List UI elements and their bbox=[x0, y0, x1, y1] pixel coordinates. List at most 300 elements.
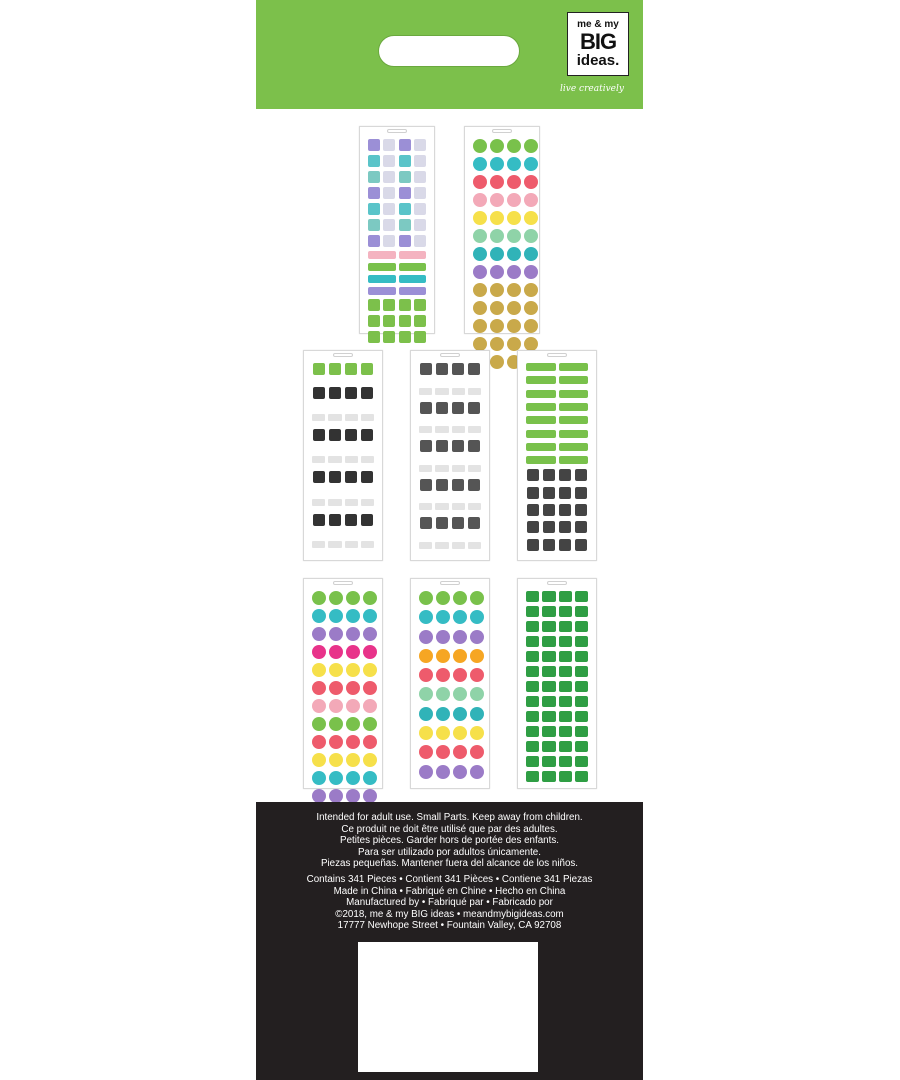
barcode-area bbox=[358, 942, 538, 1072]
sticker-bill bbox=[542, 681, 555, 692]
sticker-dot bbox=[419, 726, 433, 740]
sticker-icon bbox=[452, 363, 464, 375]
sticker-dot bbox=[490, 139, 504, 153]
sticker-icon bbox=[468, 479, 480, 491]
sticker-dot bbox=[507, 229, 521, 243]
sticker-dot bbox=[524, 193, 538, 207]
sticker-dot bbox=[312, 627, 326, 641]
sticker-icon bbox=[399, 299, 411, 311]
sticker-bill bbox=[559, 666, 572, 677]
sticker-icon bbox=[436, 440, 448, 452]
sticker-icon bbox=[345, 414, 358, 421]
sticker-banner bbox=[399, 287, 427, 295]
sticker-dot bbox=[329, 753, 343, 767]
sticker-banner bbox=[559, 376, 589, 384]
sticker-dot bbox=[329, 609, 343, 623]
sticker-bill bbox=[559, 741, 572, 752]
sticker-dot bbox=[419, 687, 433, 701]
warning-line: Petites pièces. Garder hors de portée des enfants. bbox=[340, 835, 559, 846]
sticker-icon bbox=[468, 426, 481, 433]
sticker-dot bbox=[419, 745, 433, 759]
sticker-icon bbox=[399, 187, 411, 199]
sticker-bill bbox=[559, 711, 572, 722]
safety-warning bbox=[256, 812, 643, 870]
sticker-dot bbox=[524, 229, 538, 243]
sticker-icon bbox=[368, 155, 380, 167]
sticker-dot bbox=[363, 627, 377, 641]
sticker-icon bbox=[559, 539, 571, 551]
sticker-dot bbox=[346, 645, 360, 659]
sticker-icon bbox=[468, 465, 481, 472]
sticker-icon bbox=[313, 471, 325, 483]
sticker-banner bbox=[559, 363, 589, 371]
sticker-dot bbox=[490, 247, 504, 261]
sticker-icon bbox=[383, 299, 395, 311]
sticker-icon bbox=[383, 171, 395, 183]
sticker-icon bbox=[452, 402, 464, 414]
sticker-sheet-1 bbox=[359, 126, 435, 334]
sticker-dot bbox=[453, 687, 467, 701]
product-card bbox=[256, 0, 643, 1080]
sticker-banner bbox=[526, 403, 556, 411]
sticker-icon bbox=[312, 541, 325, 548]
sticker-bill bbox=[559, 591, 572, 602]
logo-line-2: BIG bbox=[579, 29, 617, 54]
sticker-dot bbox=[473, 139, 487, 153]
sticker-bill bbox=[526, 711, 539, 722]
sticker-sheet-7 bbox=[410, 578, 490, 789]
sticker-icon bbox=[361, 499, 374, 506]
sticker-bill bbox=[526, 696, 539, 707]
sticker-icon bbox=[368, 171, 380, 183]
sticker-dot bbox=[419, 668, 433, 682]
sticker-bill bbox=[559, 621, 572, 632]
sticker-icon bbox=[435, 503, 448, 510]
warning-line: Ce produit ne doit être utilisé que par des adultes. bbox=[341, 823, 558, 835]
sticker-dot bbox=[490, 211, 504, 225]
sticker-dot bbox=[490, 319, 504, 333]
sticker-icon bbox=[345, 471, 357, 483]
sticker-bill bbox=[542, 696, 555, 707]
sticker-dot bbox=[490, 355, 504, 369]
sticker-banner bbox=[368, 263, 396, 271]
sticker-dot bbox=[363, 735, 377, 749]
sticker-icon bbox=[414, 235, 426, 247]
sticker-icon bbox=[419, 426, 432, 433]
sticker-dot bbox=[436, 668, 450, 682]
sticker-icon bbox=[543, 469, 555, 481]
sticker-dot bbox=[312, 699, 326, 713]
sticker-icon bbox=[383, 203, 395, 215]
sticker-bill bbox=[526, 621, 539, 632]
sticker-icon bbox=[419, 542, 432, 549]
sticker-icon bbox=[329, 471, 341, 483]
sticker-icon bbox=[435, 465, 448, 472]
sticker-bill bbox=[559, 726, 572, 737]
sticker-icon bbox=[399, 155, 411, 167]
sticker-dot bbox=[453, 610, 467, 624]
sticker-bill bbox=[526, 771, 539, 782]
sticker-icon bbox=[399, 219, 411, 231]
sticker-sheet-3 bbox=[303, 350, 383, 561]
sticker-icon bbox=[414, 331, 426, 343]
sticker-icon bbox=[559, 504, 571, 516]
sticker-icon bbox=[361, 363, 373, 375]
sticker-dot bbox=[473, 211, 487, 225]
sticker-icon bbox=[414, 203, 426, 215]
sticker-dot bbox=[329, 591, 343, 605]
sticker-bill bbox=[559, 636, 572, 647]
sticker-banner bbox=[526, 390, 556, 398]
sticker-bill bbox=[559, 651, 572, 662]
sticker-bill bbox=[526, 681, 539, 692]
warning-line: Piezas pequeñas. Mantener fuera del alcance de los niños. bbox=[320, 858, 579, 869]
sticker-icon bbox=[420, 517, 432, 529]
sticker-banner bbox=[526, 416, 556, 424]
sticker-dot bbox=[470, 726, 484, 740]
sticker-icon bbox=[361, 429, 373, 441]
sticker-dot bbox=[470, 591, 484, 605]
sticker-dot bbox=[346, 771, 360, 785]
info-line: 17777 Newhope Street • Fountain Valley, CA 92708 bbox=[337, 920, 562, 931]
sticker-icon bbox=[345, 387, 357, 399]
info-line: ©2018, me & my BIG ideas • meandmybigideas.com bbox=[335, 908, 564, 920]
sticker-icon bbox=[368, 315, 380, 327]
sticker-dot bbox=[419, 610, 433, 624]
sticker-icon bbox=[468, 363, 480, 375]
sticker-bill bbox=[526, 606, 539, 617]
sticker-dot bbox=[363, 591, 377, 605]
sticker-icon bbox=[527, 539, 539, 551]
sticker-dot bbox=[329, 735, 343, 749]
sticker-banner bbox=[399, 275, 427, 283]
sticker-icon bbox=[527, 521, 539, 533]
sticker-banner bbox=[526, 456, 556, 464]
sticker-dot bbox=[346, 591, 360, 605]
sticker-icon bbox=[345, 541, 358, 548]
sticker-dot bbox=[312, 681, 326, 695]
sticker-dot bbox=[312, 753, 326, 767]
sticker-icon bbox=[435, 542, 448, 549]
sticker-dot bbox=[363, 789, 377, 803]
sticker-dot bbox=[329, 645, 343, 659]
sticker-dot bbox=[419, 591, 433, 605]
sticker-icon bbox=[361, 471, 373, 483]
sticker-icon bbox=[468, 402, 480, 414]
sticker-dot bbox=[470, 610, 484, 624]
sticker-icon bbox=[328, 499, 341, 506]
warning-line: Intended for adult use. Small Parts. Keep away from children. bbox=[316, 812, 583, 823]
sticker-dot bbox=[470, 668, 484, 682]
sticker-bill bbox=[575, 636, 588, 647]
sticker-icon bbox=[368, 299, 380, 311]
sticker-bill bbox=[559, 756, 572, 767]
sticker-dot bbox=[524, 319, 538, 333]
sticker-dot bbox=[436, 765, 450, 779]
sticker-bill bbox=[575, 681, 588, 692]
sticker-icon bbox=[383, 139, 395, 151]
sticker-dot bbox=[473, 301, 487, 315]
sticker-icon bbox=[468, 440, 480, 452]
sticker-icon bbox=[436, 479, 448, 491]
sticker-dot bbox=[490, 301, 504, 315]
sticker-dot bbox=[453, 668, 467, 682]
sticker-dot bbox=[470, 630, 484, 644]
sticker-icon bbox=[559, 469, 571, 481]
sticker-dot bbox=[329, 699, 343, 713]
sticker-dot bbox=[507, 247, 521, 261]
sticker-bill bbox=[526, 741, 539, 752]
sticker-icon bbox=[559, 487, 571, 499]
sticker-bill bbox=[526, 651, 539, 662]
sticker-sheet-5 bbox=[517, 350, 597, 561]
sticker-bill bbox=[526, 756, 539, 767]
sticker-dot bbox=[524, 157, 538, 171]
sticker-icon bbox=[468, 517, 480, 529]
sticker-icon bbox=[436, 402, 448, 414]
sticker-bill bbox=[542, 756, 555, 767]
sticker-dot bbox=[312, 789, 326, 803]
sticker-icon bbox=[329, 363, 341, 375]
sticker-bill bbox=[542, 636, 555, 647]
sticker-dot bbox=[453, 707, 467, 721]
sticker-icon bbox=[383, 235, 395, 247]
sticker-dot bbox=[436, 610, 450, 624]
sticker-icon bbox=[543, 504, 555, 516]
sticker-icon bbox=[383, 331, 395, 343]
sticker-banner bbox=[559, 443, 589, 451]
sticker-dot bbox=[470, 745, 484, 759]
sticker-banner bbox=[368, 287, 396, 295]
sticker-icon bbox=[414, 315, 426, 327]
sticker-dot bbox=[436, 591, 450, 605]
sticker-dot bbox=[363, 645, 377, 659]
sticker-banner bbox=[559, 390, 589, 398]
sticker-icon bbox=[419, 388, 432, 395]
sticker-icon bbox=[361, 456, 374, 463]
sticker-icon bbox=[368, 139, 380, 151]
sticker-bill bbox=[526, 726, 539, 737]
sticker-sheet-2 bbox=[464, 126, 540, 334]
sticker-banner bbox=[526, 443, 556, 451]
sticker-icon bbox=[452, 440, 464, 452]
sticker-bill bbox=[575, 696, 588, 707]
sticker-bill bbox=[575, 741, 588, 752]
sticker-dot bbox=[346, 627, 360, 641]
sticker-icon bbox=[452, 542, 465, 549]
sticker-icon bbox=[329, 387, 341, 399]
sticker-banner bbox=[399, 263, 427, 271]
info-panel bbox=[256, 802, 643, 1080]
sticker-icon bbox=[361, 514, 373, 526]
sticker-icon bbox=[368, 235, 380, 247]
sticker-dot bbox=[363, 717, 377, 731]
sticker-dot bbox=[312, 663, 326, 677]
sticker-icon bbox=[345, 456, 358, 463]
sticker-icon bbox=[527, 504, 539, 516]
sticker-dot bbox=[346, 681, 360, 695]
sticker-dot bbox=[507, 283, 521, 297]
sticker-icon bbox=[575, 487, 587, 499]
sticker-bill bbox=[526, 636, 539, 647]
sticker-bill bbox=[575, 591, 588, 602]
sticker-icon bbox=[452, 426, 465, 433]
sticker-dot bbox=[363, 699, 377, 713]
sticker-bill bbox=[559, 696, 572, 707]
sticker-dot bbox=[419, 649, 433, 663]
sticker-dot bbox=[453, 745, 467, 759]
sticker-icon bbox=[383, 187, 395, 199]
sticker-banner bbox=[559, 456, 589, 464]
sticker-banner bbox=[399, 251, 427, 259]
sticker-bill bbox=[542, 621, 555, 632]
sticker-bill bbox=[575, 771, 588, 782]
sticker-bill bbox=[526, 591, 539, 602]
sticker-dot bbox=[507, 193, 521, 207]
sticker-dot bbox=[524, 247, 538, 261]
sticker-icon bbox=[436, 363, 448, 375]
sticker-icon bbox=[527, 487, 539, 499]
sticker-dot bbox=[524, 283, 538, 297]
sticker-icon bbox=[559, 521, 571, 533]
sticker-dot bbox=[473, 157, 487, 171]
sticker-dot bbox=[507, 265, 521, 279]
sticker-icon bbox=[420, 479, 432, 491]
sticker-dot bbox=[524, 211, 538, 225]
sticker-dot bbox=[346, 753, 360, 767]
sticker-dot bbox=[436, 687, 450, 701]
sticker-bill bbox=[575, 621, 588, 632]
sticker-dot bbox=[524, 175, 538, 189]
sticker-dot bbox=[363, 681, 377, 695]
sticker-icon bbox=[383, 219, 395, 231]
sticker-icon bbox=[368, 219, 380, 231]
sticker-dot bbox=[507, 211, 521, 225]
sticker-sheet-4 bbox=[410, 350, 490, 561]
sticker-sheet-6 bbox=[303, 578, 383, 789]
sticker-icon bbox=[575, 539, 587, 551]
sticker-dot bbox=[490, 229, 504, 243]
sticker-icon bbox=[312, 456, 325, 463]
sticker-dot bbox=[453, 649, 467, 663]
sticker-dot bbox=[329, 663, 343, 677]
sticker-dot bbox=[363, 753, 377, 767]
sticker-dot bbox=[436, 745, 450, 759]
sticker-dot bbox=[473, 193, 487, 207]
sticker-icon bbox=[543, 539, 555, 551]
sticker-icon bbox=[420, 402, 432, 414]
sticker-icon bbox=[368, 331, 380, 343]
sticker-dot bbox=[473, 337, 487, 351]
sticker-dot bbox=[507, 301, 521, 315]
sticker-icon bbox=[329, 429, 341, 441]
sticker-dot bbox=[524, 265, 538, 279]
sticker-icon bbox=[527, 469, 539, 481]
sticker-bill bbox=[526, 666, 539, 677]
sticker-dot bbox=[470, 765, 484, 779]
sticker-dot bbox=[524, 301, 538, 315]
sticker-icon bbox=[399, 171, 411, 183]
sticker-banner bbox=[559, 403, 589, 411]
sticker-icon bbox=[419, 503, 432, 510]
sticker-icon bbox=[368, 187, 380, 199]
sticker-icon bbox=[435, 426, 448, 433]
sticker-icon bbox=[361, 541, 374, 548]
sticker-dot bbox=[346, 663, 360, 677]
sticker-bill bbox=[542, 771, 555, 782]
sticker-banner bbox=[559, 416, 589, 424]
logo-line-1: me & my bbox=[577, 19, 619, 30]
sticker-icon bbox=[399, 203, 411, 215]
sticker-bill bbox=[559, 606, 572, 617]
sticker-icon bbox=[313, 514, 325, 526]
sticker-dot bbox=[473, 247, 487, 261]
sticker-dot bbox=[436, 707, 450, 721]
sticker-icon bbox=[312, 499, 325, 506]
sticker-icon bbox=[414, 219, 426, 231]
sticker-dot bbox=[419, 630, 433, 644]
sticker-icon bbox=[452, 465, 465, 472]
sticker-bill bbox=[542, 741, 555, 752]
sticker-dot bbox=[312, 717, 326, 731]
sticker-icon bbox=[345, 499, 358, 506]
sticker-icon bbox=[329, 514, 341, 526]
brand-tagline: live creatively bbox=[560, 84, 624, 94]
sticker-dot bbox=[473, 229, 487, 243]
sticker-icon bbox=[414, 187, 426, 199]
sticker-banner bbox=[368, 251, 396, 259]
sticker-icon bbox=[543, 487, 555, 499]
sticker-icon bbox=[419, 465, 432, 472]
sticker-dot bbox=[473, 319, 487, 333]
info-line: Contains 341 Pieces • Contient 341 Pièces • Contiene 341 Piezas bbox=[306, 874, 593, 885]
sticker-icon bbox=[328, 456, 341, 463]
sticker-icon bbox=[313, 363, 325, 375]
sticker-icon bbox=[435, 388, 448, 395]
sticker-icon bbox=[420, 440, 432, 452]
sticker-icon bbox=[575, 469, 587, 481]
sticker-icon bbox=[383, 315, 395, 327]
card-header bbox=[256, 0, 643, 109]
brand-logo bbox=[567, 12, 629, 76]
sticker-icon bbox=[345, 514, 357, 526]
sticker-banner bbox=[526, 363, 556, 371]
sticker-icon bbox=[312, 414, 325, 421]
sticker-icon bbox=[328, 414, 341, 421]
sticker-dot bbox=[312, 771, 326, 785]
sticker-icon bbox=[468, 503, 481, 510]
sticker-bill bbox=[575, 726, 588, 737]
sticker-dot bbox=[490, 193, 504, 207]
sticker-dot bbox=[419, 707, 433, 721]
sticker-icon bbox=[399, 235, 411, 247]
sticker-dot bbox=[507, 175, 521, 189]
hang-hole bbox=[378, 35, 520, 67]
sticker-icon bbox=[399, 315, 411, 327]
sticker-sheet-8 bbox=[517, 578, 597, 789]
sticker-icon bbox=[399, 139, 411, 151]
sticker-bill bbox=[542, 591, 555, 602]
warning-line: Para ser utilizado por adultos únicamente. bbox=[358, 846, 541, 858]
sticker-dot bbox=[490, 175, 504, 189]
sticker-dot bbox=[363, 609, 377, 623]
sticker-dot bbox=[453, 765, 467, 779]
sticker-dot bbox=[507, 157, 521, 171]
sticker-dot bbox=[453, 591, 467, 605]
sticker-dot bbox=[453, 630, 467, 644]
sticker-bill bbox=[542, 666, 555, 677]
sticker-icon bbox=[414, 171, 426, 183]
